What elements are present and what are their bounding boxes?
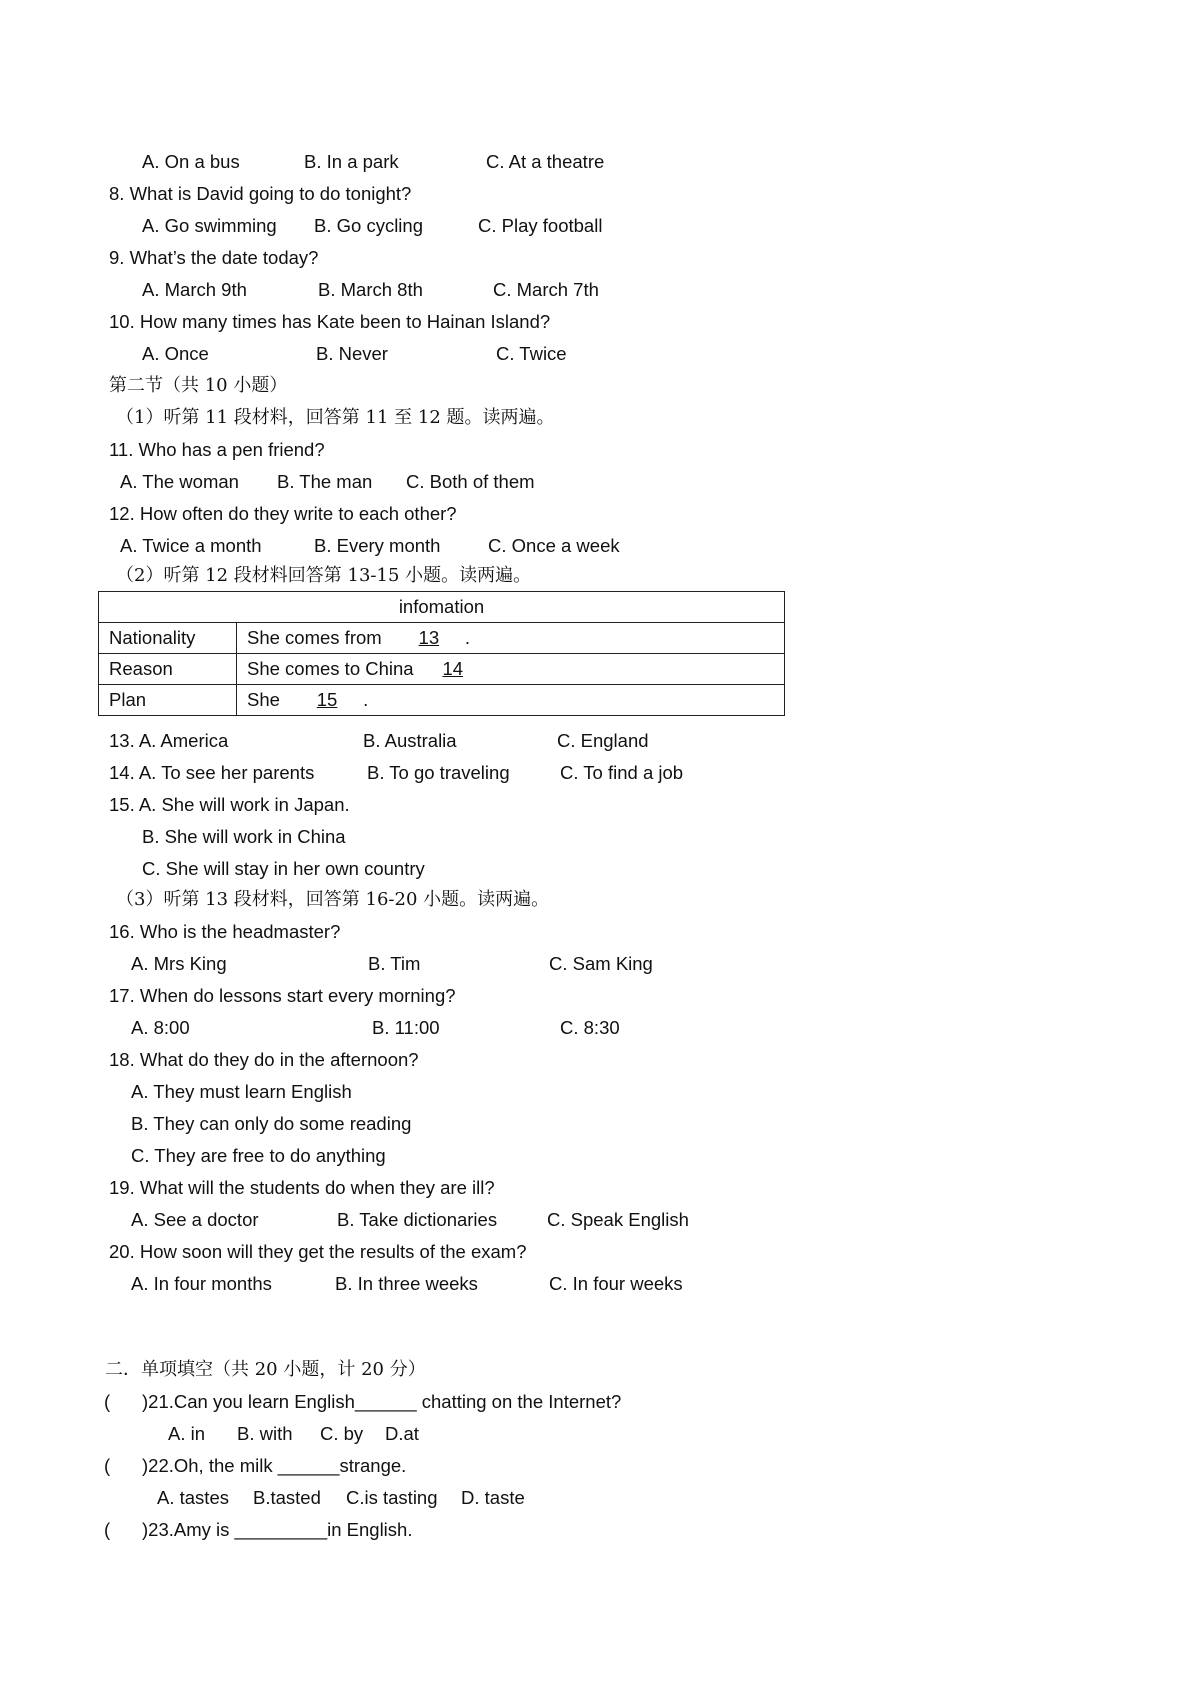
- q21-stem: )21.Can you learn English______ chatting on the Internet?: [142, 1391, 622, 1412]
- answer-blank-13: 13: [418, 627, 440, 648]
- q15-option-a: 15. A. She will work in Japan.: [109, 794, 350, 815]
- q12-option-a: A. Twice a month: [120, 535, 262, 556]
- q11-option-c: C. Both of them: [406, 471, 535, 492]
- q22-option-c: C.is tasting: [346, 1487, 438, 1508]
- q9-option-b: B. March 8th: [318, 279, 423, 300]
- q19-stem: 19. What will the students do when they are ill?: [109, 1177, 495, 1198]
- q22-option-d: D. taste: [461, 1487, 525, 1508]
- q19-option-c: C. Speak English: [547, 1209, 689, 1230]
- row-tail: .: [363, 689, 369, 710]
- section-b-title: 二．单项填空（共 20 小题，计 20 分）: [105, 1359, 426, 1380]
- q9-stem: 9. What’s the date today?: [109, 247, 319, 268]
- q21-option-d: D.at: [385, 1423, 419, 1444]
- row-content-nationality: [237, 623, 785, 654]
- q9-option-c: C. March 7th: [493, 279, 599, 300]
- row-content-reason: [237, 654, 785, 685]
- q20-option-c: C. In four weeks: [549, 1273, 683, 1294]
- row-label-plan: Plan: [99, 685, 237, 716]
- q8-option-a: A. Go swimming: [142, 215, 277, 236]
- q20-option-b: B. In three weeks: [335, 1273, 478, 1294]
- q7-option-b: B. In a park: [304, 151, 399, 172]
- q21-paren: (: [104, 1391, 111, 1412]
- q16-option-a: A. Mrs King: [131, 953, 227, 974]
- q14-option-a: 14. A. To see her parents: [109, 762, 315, 783]
- q8-stem: 8. What is David going to do tonight?: [109, 183, 412, 204]
- q11-stem: 11. Who has a pen friend?: [109, 439, 325, 460]
- q11-option-a: A. The woman: [120, 471, 239, 492]
- row-content-plan: [237, 685, 785, 716]
- row-tail: .: [464, 627, 470, 648]
- q17-option-b: B. 11:00: [372, 1017, 440, 1038]
- q20-option-a: A. In four months: [131, 1273, 272, 1294]
- q18-option-c: C. They are free to do anything: [131, 1145, 386, 1166]
- q14-option-c: C. To find a job: [560, 762, 684, 783]
- q10-option-b: B. Never: [316, 343, 388, 364]
- q16-option-b: B. Tim: [368, 953, 421, 974]
- q8-option-b: B. Go cycling: [314, 215, 423, 236]
- q17-stem: 17. When do lessons start every morning?: [109, 985, 456, 1006]
- q21-option-b: B. with: [237, 1423, 293, 1444]
- q21-option-c: C. by: [320, 1423, 364, 1444]
- part1-instruction: （1）听第 11 段材料，回答第 11 至 12 题。读两遍。: [116, 407, 555, 428]
- q13-option-a: 13. A. America: [109, 730, 229, 751]
- q17-option-a: A. 8:00: [131, 1017, 190, 1038]
- q7-option-c: C. At a theatre: [486, 151, 605, 172]
- q23-stem: )23.Amy is _________in English.: [142, 1519, 413, 1540]
- q16-stem: 16. Who is the headmaster?: [109, 921, 341, 942]
- answer-blank-14: 14: [442, 658, 464, 679]
- row-text: She: [247, 689, 280, 710]
- q19-option-b: B. Take dictionaries: [337, 1209, 498, 1230]
- answer-blank-15: 15: [316, 689, 338, 710]
- q13-option-b: B. Australia: [363, 730, 457, 751]
- info-table: [98, 591, 785, 716]
- row-text: She comes from: [247, 627, 382, 648]
- q11-option-b: B. The man: [277, 471, 373, 492]
- part3-instruction: （3）听第 13 段材料，回答第 16-20 小题。读两遍。: [116, 889, 550, 910]
- q22-stem: )22.Oh, the milk ______strange.: [142, 1455, 407, 1476]
- row-label-nationality: Nationality: [99, 623, 237, 654]
- table-row: [99, 685, 785, 716]
- q21-option-a: A. in: [168, 1423, 206, 1444]
- part2-instruction: （2）听第 12 段材料回答第 13-15 小题。读两遍。: [116, 565, 532, 586]
- q16-option-c: C. Sam King: [549, 953, 653, 974]
- q14-option-b: B. To go traveling: [367, 762, 510, 783]
- q18-stem: 18. What do they do in the afternoon?: [109, 1049, 419, 1070]
- q10-stem: 10. How many times has Kate been to Hainan Island?: [109, 311, 551, 332]
- q12-option-c: C. Once a week: [488, 535, 620, 556]
- q20-stem: 20. How soon will they get the results of the exam?: [109, 1241, 527, 1262]
- info-table-header: infomation: [99, 592, 785, 623]
- q12-stem: 12. How often do they write to each other?: [109, 503, 457, 524]
- table-row: [99, 654, 785, 685]
- row-label-reason: Reason: [99, 654, 237, 685]
- q18-option-b: B. They can only do some reading: [131, 1113, 412, 1134]
- q23-paren: (: [104, 1519, 111, 1540]
- q8-option-c: C. Play football: [478, 215, 603, 236]
- q15-option-c: C. She will stay in her own country: [142, 858, 425, 879]
- q17-option-c: C. 8:30: [560, 1017, 620, 1038]
- row-text: She comes to China: [247, 658, 414, 679]
- q15-option-b: B. She will work in China: [142, 826, 346, 847]
- q10-option-a: A. Once: [142, 343, 209, 364]
- q22-option-b: B.tasted: [253, 1487, 321, 1508]
- q19-option-a: A. See a doctor: [131, 1209, 259, 1230]
- q13-option-c: C. England: [557, 730, 649, 751]
- q10-option-c: C. Twice: [496, 343, 567, 364]
- q7-option-a: A. On a bus: [142, 151, 240, 172]
- q22-paren: (: [104, 1455, 111, 1476]
- q12-option-b: B. Every month: [314, 535, 441, 556]
- q9-option-a: A. March 9th: [142, 279, 247, 300]
- section2-title: 第二节（共 10 小题）: [109, 375, 288, 396]
- table-row: [99, 623, 785, 654]
- q22-option-a: A. tastes: [157, 1487, 229, 1508]
- q18-option-a: A. They must learn English: [131, 1081, 352, 1102]
